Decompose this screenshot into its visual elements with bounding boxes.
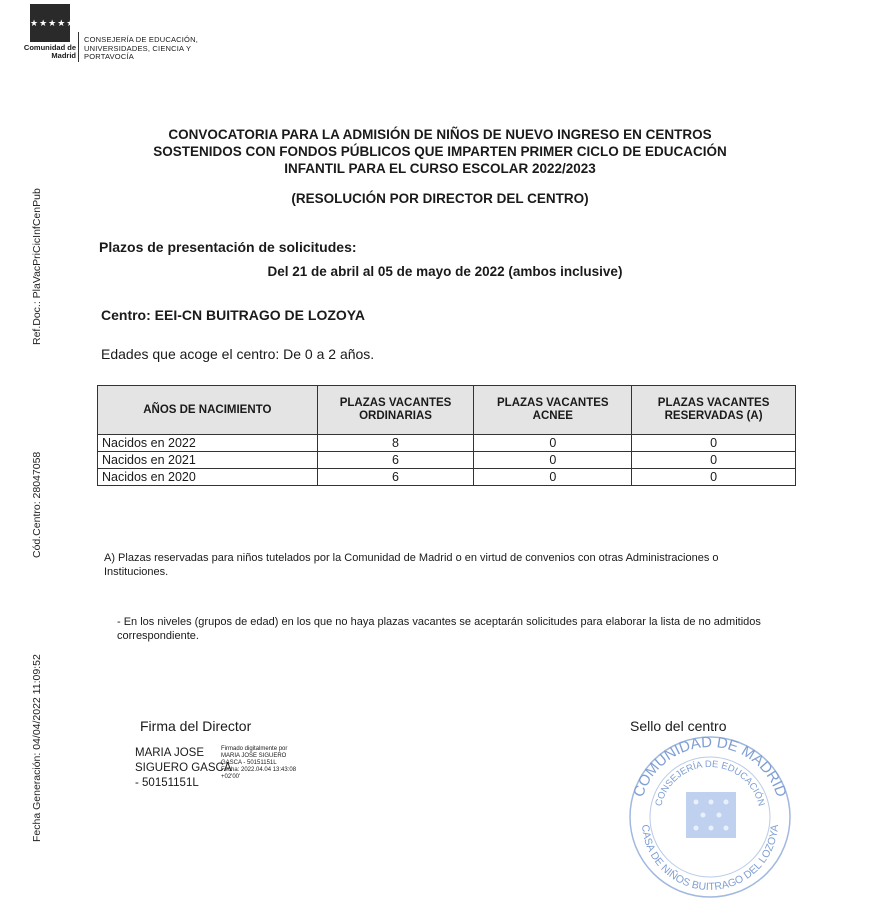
stamp-ring-inner: CONSEJERÍA DE EDUCACIÓN: [653, 758, 767, 808]
cell-acnee: 0: [474, 469, 632, 486]
plazos-label: Plazos de presentación de solicitudes:: [99, 239, 357, 255]
document-subtitle: (RESOLUCIÓN POR DIRECTOR DEL CENTRO): [291, 191, 589, 206]
cell-ordinarias: 6: [317, 452, 474, 469]
official-stamp-icon: [620, 722, 800, 902]
header-acnee: PLAZAS VACANTES ACNEE: [474, 386, 632, 435]
header-divider: [78, 32, 79, 62]
row-label: Nacidos en 2022: [98, 435, 318, 452]
cell-reservadas: 0: [632, 469, 796, 486]
table-row: [98, 435, 796, 452]
side-cod-centro: Cód.Centro: 28047058: [31, 451, 43, 558]
digital-line-1: Firmado digitalmente por: [221, 746, 288, 752]
cell-acnee: 0: [474, 435, 632, 452]
centro-name: Centro: EEI-CN BUITRAGO DE LOZOYA: [101, 307, 365, 323]
vacancies-table: [97, 385, 796, 486]
header-reservadas: PLAZAS VACANTES RESERVADAS (A): [632, 386, 796, 435]
title-line-1: CONVOCATORIA PARA LA ADMISIÓN DE NIÑOS DE NUEVO INGRESO EN CENTROS: [168, 127, 712, 142]
cell-reservadas: 0: [632, 452, 796, 469]
cell-reservadas: 0: [632, 435, 796, 452]
signer-name: [135, 746, 232, 791]
stamp-ring-top: COMUNIDAD DE MADRID: [630, 733, 790, 800]
side-ref-doc: Ref.Doc.: PlaVacPriCicInfCenPub: [31, 188, 43, 345]
stamp-flag: [686, 792, 736, 838]
comunidad-madrid-logo: [30, 4, 94, 42]
plazos-dates: Del 21 de abril al 05 de mayo de 2022 (ambos inclusive): [267, 264, 623, 279]
digital-signature-info: [221, 746, 311, 781]
digital-line-4: Fecha: 2022.04.04 13:43:08: [221, 767, 297, 773]
table-header-row: [98, 386, 796, 435]
table-row: [98, 469, 796, 486]
header-ordinarias: PLAZAS VACANTES ORDINARIAS: [317, 386, 474, 435]
digital-line-2: MARIA JOSE SIGUERO: [221, 753, 287, 759]
logo-stars-icon: ★★★★★★★: [30, 18, 94, 28]
edades-text: Edades que acoge el centro: De 0 a 2 años.: [101, 346, 375, 362]
title-line-3: INFANTIL PARA EL CURSO ESCOLAR 2022/2023: [284, 161, 596, 176]
title-line-2: SOSTENIDOS CON FONDOS PÚBLICOS QUE IMPARTEN PRIMER CICLO DE EDUCACIÓN: [153, 144, 727, 159]
header-anos-nacimiento: AÑOS DE NACIMIENTO: [98, 386, 318, 435]
consejeria-name: CONSEJERÍA DE EDUCACIÓN, UNIVERSIDADES, CIENCIA Y PORTAVOCÍA: [84, 35, 198, 61]
digital-line-3: GASCA - 50151151L: [221, 760, 277, 766]
note-reservadas: A) Plazas reservadas para niños tutelados por la Comunidad de Madrid o en virtud de convenios con otras Administraciones o Instituciones.: [104, 552, 719, 578]
sello-label: Sello del centro: [630, 718, 727, 734]
table-row: [98, 452, 796, 469]
stamp-ring-bottom: CASA DE NIÑOS BUITRAGO DEL LOZOYA: [638, 823, 782, 894]
digital-line-5: +02'00': [221, 774, 241, 780]
side-fecha-generacion: Fecha Generación: 04/04/2022 11:09:52: [31, 654, 43, 842]
signer-line-1: MARIA JOSE: [135, 747, 205, 759]
cell-acnee: 0: [474, 452, 632, 469]
logo-name: Comunidad de Madrid: [23, 43, 76, 60]
signer-line-2: SIGUERO GASCA: [135, 762, 232, 774]
note-no-admitidos: - En los niveles (grupos de edad) en los que no haya plazas vacantes se aceptarán solicitudes para elaborar la lista de no admitidos correspondiente.: [117, 616, 761, 642]
cell-ordinarias: 8: [317, 435, 474, 452]
cell-ordinarias: 6: [317, 469, 474, 486]
document-title: [120, 126, 760, 177]
signer-line-3: - 50151151L: [135, 777, 199, 789]
row-label: Nacidos en 2021: [98, 452, 318, 469]
firma-label: Firma del Director: [140, 718, 252, 734]
row-label: Nacidos en 2020: [98, 469, 318, 486]
